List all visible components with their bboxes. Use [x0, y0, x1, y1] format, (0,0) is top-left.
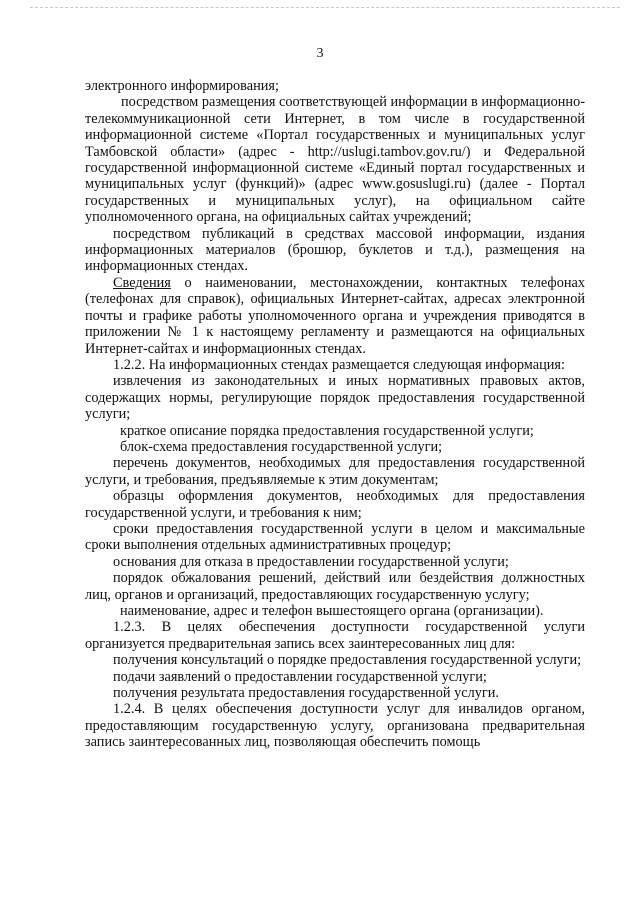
underlined-word: Сведения	[113, 274, 171, 291]
list-item: образцы оформления документов, необходимых для предоставления государственной услуги, и требования к ним;	[85, 488, 585, 521]
list-item: порядок обжалования решений, действий или бездействия должностных лиц, органов и организаций, предоставляющих государственную услугу;	[85, 570, 585, 603]
list-item: получения результата предоставления государственной услуги.	[113, 685, 499, 702]
page-number: 3	[316, 46, 324, 61]
list-item: подачи заявлений о предоставлении государственной услуги;	[113, 668, 487, 685]
paragraph: посредством публикаций в средствах массовой информации, издания информационных материалов (брошюр, буклетов и т.д.), размещения на информационных стендах.	[85, 225, 585, 275]
list-item: блок-схема предоставления государственной услуги;	[120, 438, 443, 455]
section-heading: 1.2.3. В целях обеспечения доступности государственной услуги организуется предварительная запись всех заинтересованных лиц для:	[85, 619, 585, 652]
section-heading: 1.2.2. На информационных стендах размещается следующая информация:	[113, 356, 565, 373]
paragraph-text: о наименовании, местонахождении, контактных телефонах (телефонах для справок), официальных Интернет-сайтах, адресах электронной почты и графике работы уполномоченного органа и учреждения приводятся в приложении № 1 к настоящему регламенту и размещаются на официальных Интернет-сайтах и информационных стендах.	[85, 274, 585, 357]
list-item: перечень документов, необходимых для предоставления государственной услуги, и требования, предъявляемые к этим документам;	[85, 455, 585, 488]
paragraph: посредством размещения соответствующей информации в информационно-телекоммуникационной сети Интернет, в том числе в государственной информационной системе «Портал государственных и муниципальных услуг Тамбовской области» (адрес - http://uslugi.tambov.gov.ru/) и Федеральной государственной информационной системе «Единый портал государственных и муниципальных услуг (функций)» (адрес www.gosuslugi.ru) (далее - Портал государственных и муниципальных услуг), на официальном сайте уполномоченного органа, на официальных сайтах учреждений;	[85, 94, 585, 226]
list-item: получения консультаций о порядке предоставления государственной услуги;	[113, 652, 582, 669]
list-item: сроки предоставления государственной услуги в целом и максимальные сроки выполнения отдельных административных процедур;	[85, 520, 585, 554]
section-heading: 1.2.4. В целях обеспечения доступности услуг для инвалидов органом, предоставляющим государственную услугу, организована предварительная запись заинтересованных лиц, позволяющая обеспечить помощь	[85, 701, 585, 751]
paragraph	[85, 275, 585, 357]
scan-edge-line	[30, 7, 620, 8]
document-body	[85, 78, 585, 751]
list-item: основания для отказа в предоставлении государственной услуги;	[113, 553, 509, 570]
list-item: наименование, адрес и телефон вышестоящего органа (организации).	[120, 603, 544, 619]
list-item: краткое описание порядка предоставления государственной услуги;	[120, 422, 534, 439]
list-item: извлечения из законодательных и иных нормативных правовых актов, содержащих нормы, регулирующие порядок предоставления государственной услуги;	[85, 373, 585, 423]
paragraph: электронного информирования;	[85, 78, 279, 94]
